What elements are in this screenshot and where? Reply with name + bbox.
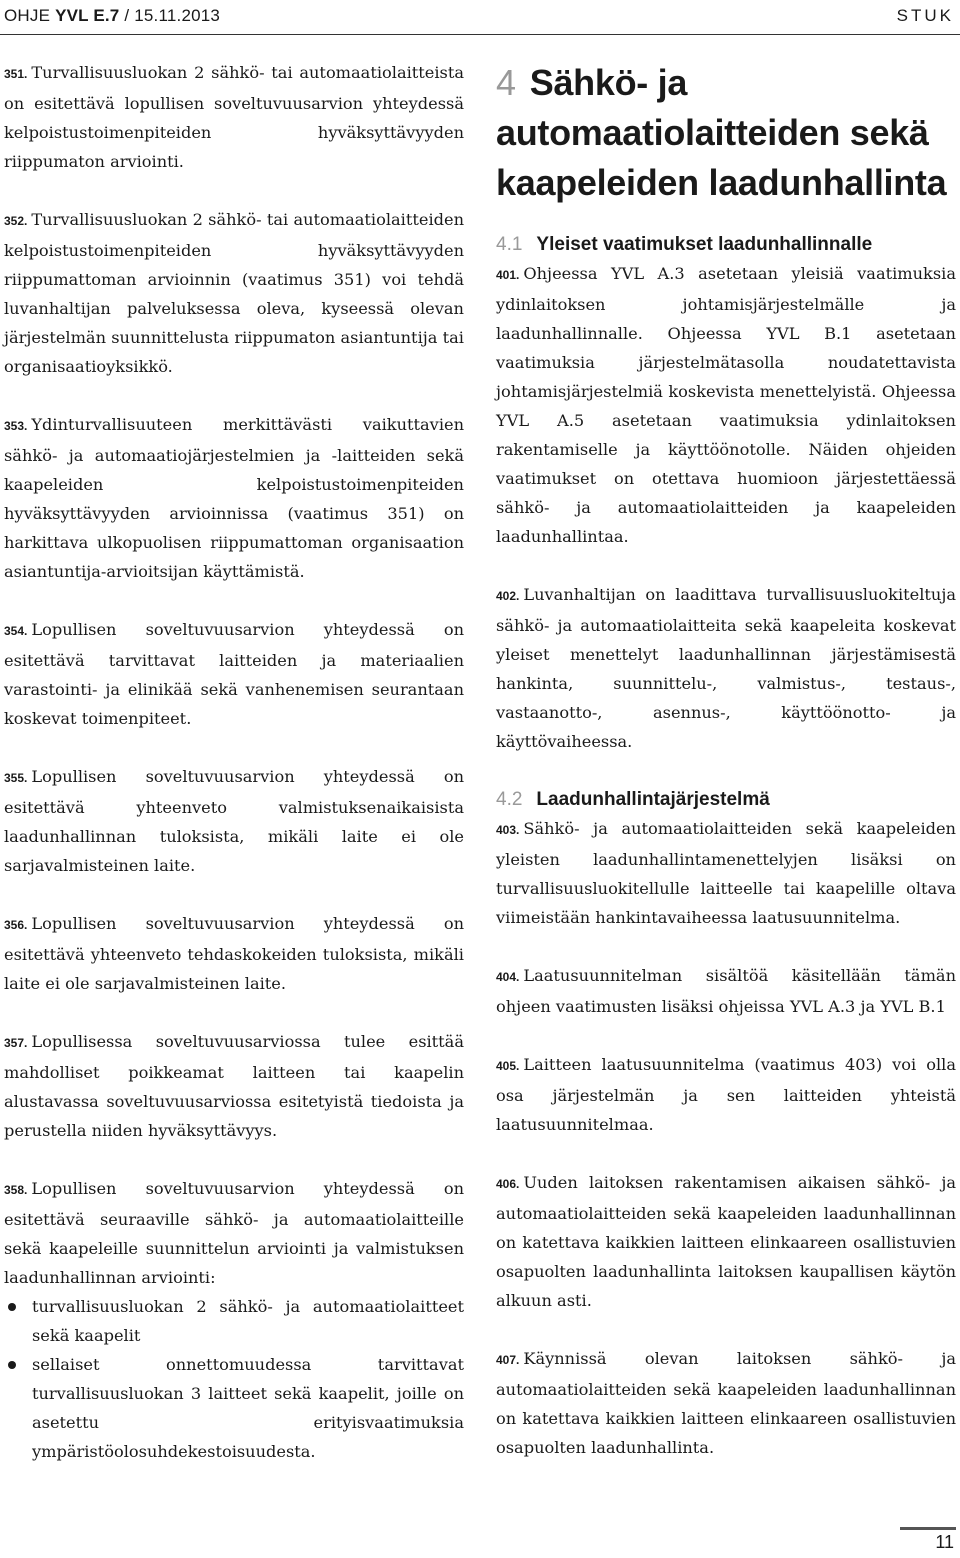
paragraph-text: Lopullisen soveltuvuusarvion yhteydessä on esitettävä yhteenveto valmistuksenaikaisista laadunhallinnan tuloksista, mikäli laite ei ole sarjavalmisteinen laite. <box>4 767 464 875</box>
section-title: Laadunhallintajärjestelmä <box>536 789 770 810</box>
paragraph-text: Turvallisuusluokan 2 sähkö- tai automaatiolaitteista on esitettävä lopullisen soveltuvuusarvion yhteydessä kelpoistustoimenpiteiden hyväksyttävyyden riippumaton arviointi. <box>4 63 464 171</box>
footer-rule <box>900 1527 956 1530</box>
paragraph-405 <box>496 1050 956 1139</box>
paragraph-356 <box>4 909 464 998</box>
list-item: sellaiset onnettomuudessa tarvittavat turvallisuusluokan 3 laitteet sekä kaapelit, joille on asetettu erityisvaatimuksia ympäristöolosuhdekestoisuudesta. <box>4 1350 464 1466</box>
paragraph-number: 356. <box>4 918 28 932</box>
paragraph-text: Käynnissä olevan laitoksen sähkö- ja automaatiolaitteiden sekä kaapeleiden laadunhallinnan on katettava kaikkien laitteen elinkaareen osallistuvien osapuolten laadunhallinta. <box>496 1349 956 1457</box>
paragraph-text: Laitteen laatusuunnitelma (vaatimus 403) voi olla osa järjestelmän ja sen laitteiden yhteistä laatusuunnitelmaa. <box>496 1055 956 1134</box>
paragraph-407 <box>496 1344 956 1462</box>
org-name: STUK <box>896 6 954 25</box>
paragraph-number: 403. <box>496 823 520 837</box>
paragraph-text: Uuden laitoksen rakentamisen aikaisen sähkö- ja automaatiolaitteiden sekä kaapeleiden laadunhallinnan on katettava kaikkien laitteen elinkaareen osallistuvien osapuolten laadunhallinta laitoksen kaupallisen käytön alkuun asti. <box>496 1173 956 1310</box>
paragraph-number: 352. <box>4 214 28 228</box>
paragraph-402 <box>496 580 956 756</box>
paragraph-text: Lopullisen soveltuvuusarvion yhteydessä on esitettävä yhteenveto tehdaskokeiden tuloksista, mikäli laite ei ole sarjavalmisteinen laite. <box>4 914 464 993</box>
paragraph-number: 404. <box>496 970 520 984</box>
paragraph-351 <box>4 58 464 176</box>
paragraph-number: 354. <box>4 624 28 638</box>
section-heading-4-1 <box>496 230 956 259</box>
paragraph-number: 401. <box>496 268 520 282</box>
right-column <box>496 58 956 1491</box>
paragraph-text: Sähkö- ja automaatiolaitteiden sekä kaapeleiden yleisten laadunhallintamenettelyjen lisäksi on turvallisuusluokitellulle laitteelle tai kaapelille oltava viimeistään hankintavaiheessa laatusuunnitelma. <box>496 819 956 927</box>
paragraph-text: Luvanhaltijan on laadittava turvallisuusluokiteltuja sähkö- ja automaatiolaitteita sekä kaapeleita koskevat yleiset menettelyt laadunhallinnan järjestämisestä hankinta, suunnittelu-, valmistus-, testaus-, vastaanotto-, asennus-, käyttöönotto- ja käyttövaiheessa. <box>496 585 956 751</box>
header-rule <box>0 34 960 35</box>
header-guide-code: YVL E.7 <box>55 6 120 25</box>
paragraph-text: Lopullisessa soveltuvuusarviossa tulee esittää mahdolliset poikkeamat laitteen tai kaapelin alustavassa soveltuvuusarviossa esitetyistä tiedoista ja perustella niiden hyväksyttävyys. <box>4 1032 464 1140</box>
paragraph-353 <box>4 410 464 586</box>
paragraph-406 <box>496 1168 956 1315</box>
paragraph-text: Lopullisen soveltuvuusarvion yhteydessä on esitettävä tarvittavat laitteiden ja materiaalien varastointi- ja elinikää sekä vanhenemisen seurantaan koskevat toimenpiteet. <box>4 620 464 728</box>
paragraph-number: 353. <box>4 419 28 433</box>
paragraph-number: 405. <box>496 1059 520 1073</box>
guide-reference <box>4 6 220 26</box>
paragraph-number: 406. <box>496 1177 520 1191</box>
chapter-title: Sähkö- ja automaatiolaitteiden sekä kaapeleiden laadunhallinta <box>496 62 947 203</box>
paragraph-text: Ohjeessa YVL A.3 asetetaan yleisiä vaatimuksia ydinlaitoksen johtamisjärjestelmälle ja laadunhallinnalle. Ohjeessa YVL B.1 asetetaan vaatimuksia järjestelmätasolla noudatettavista johtamisjärjestelmiä koskevista menettelyistä. Ohjeessa YVL A.5 asetetaan vaatimuksia ydinlaitoksen rakentamiselle ja käyttöönotolle. Näiden ohjeiden vaatimukset on otettava huomioon järjestettäessä sähkö- ja automaatiolaitteiden ja kaapeleiden laadunhallintaa. <box>496 264 956 546</box>
section-number: 4.1 <box>496 234 523 255</box>
header-prefix: OHJE <box>4 6 56 25</box>
paragraph-text: Ydinturvallisuuteen merkittävästi vaikuttavien sähkö- ja automaatiojärjestelmien ja -laitteiden sekä kaapeleiden kelpoistustoimenpiteiden hyväksyttävyyden arvioinnissa (vaatimus 351) on harkittava ulkopuolisen riippumattoman organisaation asiantuntija-arvioitsijan käyttämistä. <box>4 415 464 581</box>
chapter-heading <box>496 58 956 208</box>
paragraph-number: 402. <box>496 589 520 603</box>
paragraph-text: Lopullisen soveltuvuusarvion yhteydessä on esitettävä seuraaville sähkö- ja automaatiolaitteille sekä kaapeleille suunnittelun arviointi ja valmistuksen laadunhallinnan arviointi: <box>4 1179 464 1287</box>
left-column <box>4 58 464 1466</box>
paragraph-number: 351. <box>4 67 28 81</box>
paragraph-number: 407. <box>496 1353 520 1367</box>
paragraph-number: 355. <box>4 771 28 785</box>
paragraph-355 <box>4 762 464 880</box>
paragraph-text: Laatusuunnitelman sisältöä käsitellään tämän ohjeen vaatimusten lisäksi ohjeissa YVL A.3 ja YVL B.1 <box>496 966 956 1016</box>
paragraph-401 <box>496 259 956 551</box>
paragraph-358 <box>4 1174 464 1292</box>
paragraph-357 <box>4 1027 464 1145</box>
chapter-number: 4 <box>496 62 516 103</box>
paragraph-404 <box>496 961 956 1021</box>
section-number: 4.2 <box>496 789 523 810</box>
header-date: / 15.11.2013 <box>119 6 221 25</box>
bullet-list <box>4 1292 464 1466</box>
section-title: Yleiset vaatimukset laadunhallinnalle <box>536 234 873 255</box>
list-item: turvallisuusluokan 2 sähkö- ja automaatiolaitteet sekä kaapelit <box>4 1292 464 1350</box>
paragraph-352 <box>4 205 464 381</box>
paragraph-number: 357. <box>4 1036 28 1050</box>
section-heading-4-2 <box>496 785 956 814</box>
page-header <box>0 0 960 36</box>
paragraph-354 <box>4 615 464 733</box>
paragraph-403 <box>496 814 956 932</box>
paragraph-text: Turvallisuusluokan 2 sähkö- tai automaatiolaitteiden kelpoistustoimenpiteiden hyväksyttävyyden riippumattoman arvioinnin (vaatimus 351) voi tehdä luvanhaltijan palveluksessa oleva, kyseessä olevan järjestelmän suunnittelusta riippumaton asiantuntija tai organisaatioyksikkö. <box>4 210 464 376</box>
paragraph-number: 358. <box>4 1183 28 1197</box>
page-number: 11 <box>935 1532 954 1552</box>
